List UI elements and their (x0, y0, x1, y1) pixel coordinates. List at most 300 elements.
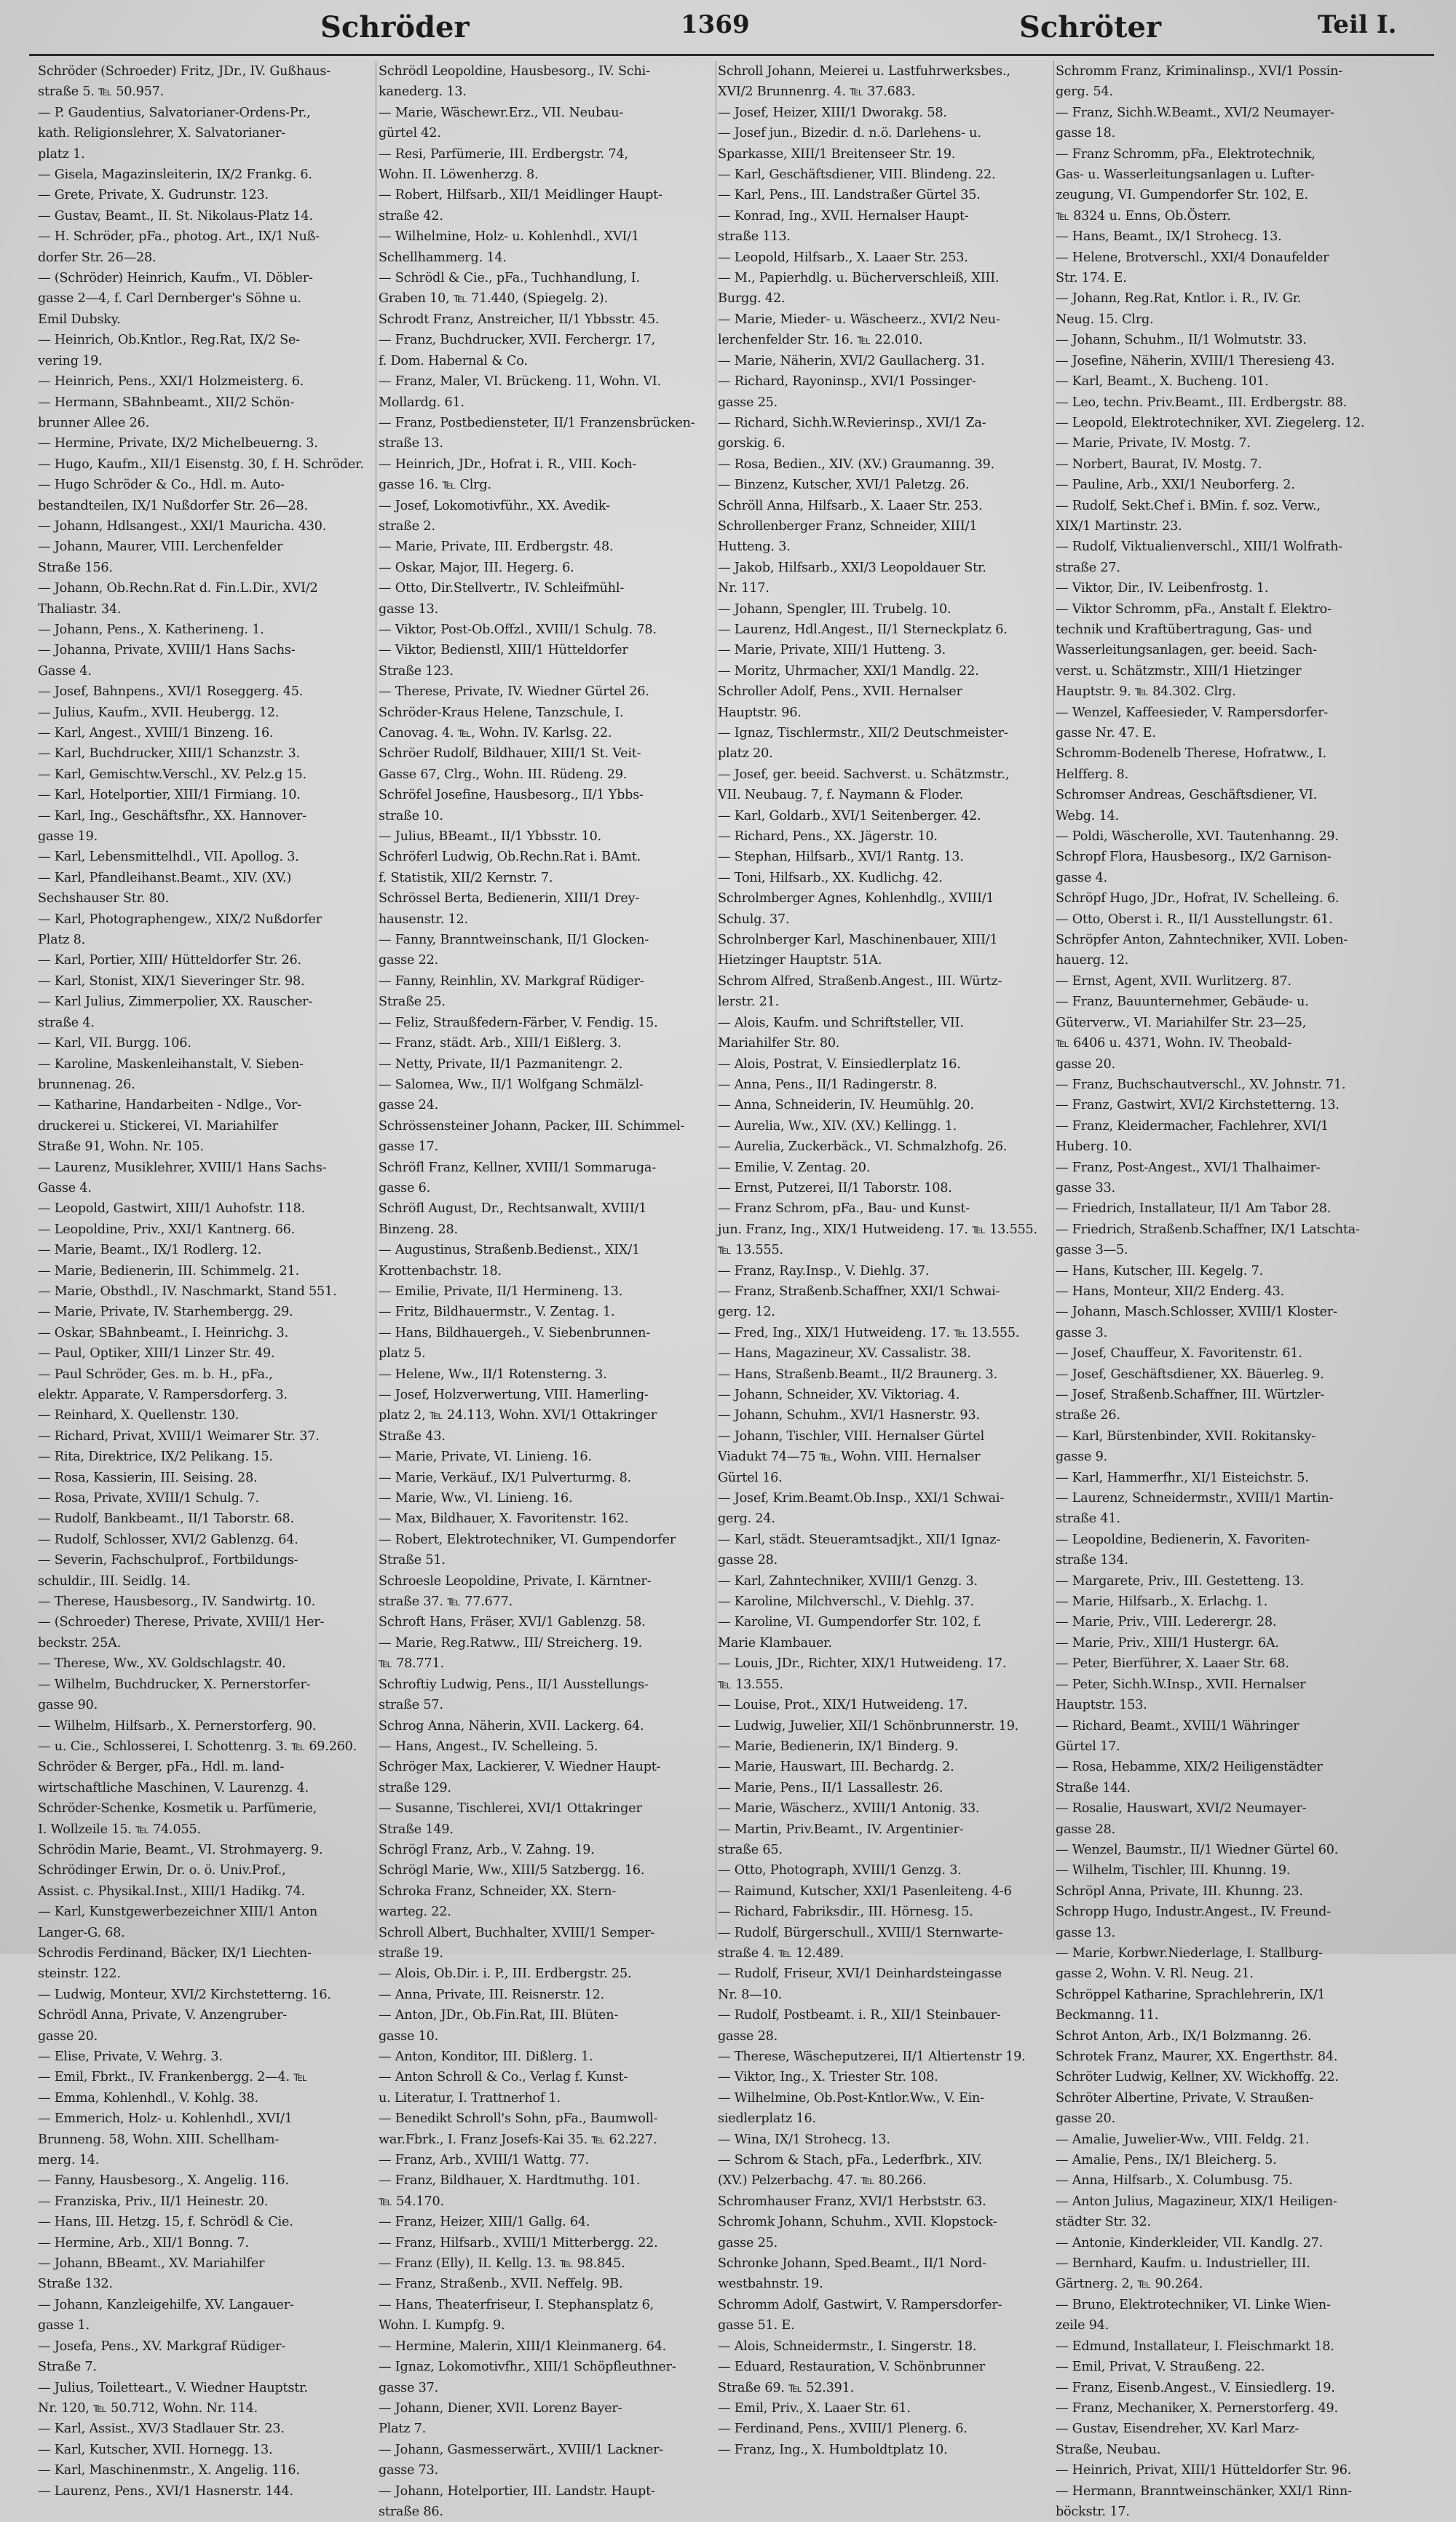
directory-entry-line: Schrödl Leopoldine, Hausbesorg., IV. Schi- (379, 64, 650, 79)
directory-entry-line: Schröpfer Anton, Zahntechniker, XVII. Loben- (1056, 933, 1348, 948)
directory-entry-line: bestandteilen, IX/1 Nußdorfer Str. 26—28. (38, 498, 308, 513)
directory-entry-line: — Max, Bildhauer, X. Favoritenstr. 162. (379, 1511, 629, 1527)
directory-entry-line: gasse 13. (1056, 1925, 1115, 1940)
directory-entry-line: — Grete, Private, X. Gudrunstr. 123. (38, 188, 269, 203)
directory-entry-line: gasse 33. (1056, 1180, 1115, 1195)
directory-entry-line: Schröder-Schenke, Kosmetik u. Parfümerie, (38, 1801, 317, 1817)
directory-entry-line: — Edmund, Installateur, I. Fleischmarkt 18. (1056, 2339, 1334, 2354)
directory-entry-line: — Antonie, Kinderkleider, VII. Kandlg. 27. (1056, 2235, 1323, 2250)
directory-entry-line: — Franz, Buchdrucker, XVII. Ferchergr. 17, (379, 333, 656, 348)
directory-entry-line: — Leopoldine, Priv., XXI/1 Kantnerg. 66. (38, 1222, 296, 1237)
directory-entry-line: — Wilhelmine, Ob.Post-Kntlor.Ww., V. Ein- (718, 2090, 984, 2106)
directory-entry-line: — Karl, Beamt., X. Bucheng. 101. (1056, 374, 1269, 390)
directory-entry-line: — Marie, Private, IV. Starhembergg. 29. (38, 1305, 293, 1320)
directory-entry-line: f. Dom. Habernal & Co. (379, 353, 528, 368)
directory-entry-line: — Wilhelmine, Holz- u. Kohlenhdl., XVI/1 (379, 229, 639, 245)
directory-entry-line: gasse 22. (379, 953, 438, 968)
directory-entry-line: — Hans, Kutscher, III. Kegelg. 7. (1056, 1263, 1264, 1278)
directory-entry-line: — Karl, Pens., III. Landstraßer Gürtel 35. (718, 188, 981, 203)
directory-entry-line: gasse 2—4, f. Carl Dernberger's Söhne u. (38, 291, 301, 307)
directory-entry-line: — Johann, Reg.Rat, Kntlor. i. R., IV. Gr. (1056, 291, 1302, 307)
directory-entry-line: — Augustinus, Straßenb.Bedienst., XIX/1 (379, 1243, 640, 1258)
directory-entry-line: — Franz, Eisenb.Angest., V. Einsiedlerg. 19. (1056, 2380, 1335, 2395)
directory-entry-line: Nr. 8—10. (718, 1987, 783, 2002)
directory-entry-line: — Rudolf, Sekt.Chef i. BMin. f. soz. Verw., (1056, 498, 1321, 513)
directory-entry-line: — Josef, Geschäftsdiener, XX. Bäuerleg. 9. (1056, 1367, 1324, 1382)
directory-entry-line: Hietzinger Hauptstr. 51A. (718, 953, 882, 968)
directory-entry-line: — Moritz, Uhrmacher, XXI/1 Mandlg. 22. (718, 663, 979, 679)
directory-entry-line: — Rosalie, Hauswart, XVI/2 Neumayer- (1056, 1801, 1307, 1817)
directory-entry-line: — Hugo, Kaufm., XII/1 Eisenstg. 30, f. H. Schröder. (38, 456, 364, 472)
directory-entry-line: — Josef jun., Bizedir. d. n.ö. Darlehens- u. (718, 126, 981, 141)
directory-entry-line: hausenstr. 12. (379, 912, 468, 927)
directory-entry-line: — Heinrich, Pens., XXI/1 Holzmeisterg. 6. (38, 374, 304, 390)
directory-entry-line: — Marie, Wäschewr.Erz., VII. Neubau- (379, 105, 624, 120)
directory-entry-line: Str. 174. E. (1056, 271, 1127, 286)
directory-entry-line: — Gustav, Eisendreher, XV. Karl Marz- (1056, 2422, 1299, 2437)
directory-entry-line: steinstr. 122. (38, 1966, 121, 1982)
directory-entry-line: Schroka Franz, Schneider, XX. Stern- (379, 1883, 617, 1899)
directory-entry-line: — Hermine, Private, IX/2 Michelbeuerng. 3. (38, 436, 318, 451)
directory-entry-line: — Robert, Elektrotechniker, VI. Gumpendorfer (379, 1532, 676, 1547)
directory-entry-line: — Raimund, Kutscher, XXI/1 Pasenleiteng. 4-6 (718, 1883, 1012, 1899)
directory-entry-line: — Anna, Private, III. Reisnerstr. 12. (379, 1987, 605, 2002)
directory-entry-line: straße 10. (379, 808, 443, 823)
directory-entry-line: — Stephan, Hilfsarb., XVI/1 Rantg. 13. (718, 850, 964, 865)
directory-entry-line: Schröll Anna, Hilfsarb., X. Laaer Str. 253. (718, 498, 983, 513)
directory-entry-line: — Schrödl & Cie., pFa., Tuchhandlung, I. (379, 271, 640, 286)
directory-entry-line: Schröppel Katharine, Sprachlehrerin, IX/1 (1056, 1987, 1326, 2002)
directory-entry-line: — Marie, Bedienerin, III. Schimmelg. 21. (38, 1263, 299, 1278)
directory-entry-line: — Bernhard, Kaufm. u. Industrieller, III. (1056, 2256, 1310, 2272)
directory-entry-line: — Hans, Straßenb.Beamt., II/2 Braunerg. 3. (718, 1367, 998, 1382)
directory-entry-line: gasse 25. (718, 2235, 778, 2250)
directory-entry-line: — Friedrich, Straßenb.Schaffner, IX/1 Latschta- (1056, 1222, 1360, 1237)
directory-entry-line: vering 19. (38, 353, 103, 368)
directory-entry-line: — Josef, ger. beeid. Sachverst. u. Schätzmstr., (718, 767, 1010, 782)
directory-entry-line: — Franz, Straßenb.Schaffner, XXI/1 Schwai- (718, 1284, 1000, 1299)
directory-entry-line: Schröder & Berger, pFa., Hdl. m. land- (38, 1760, 285, 1775)
directory-entry-line: — Karl, städt. Steueramtsadjkt., XII/1 Ignaz- (718, 1532, 1001, 1547)
directory-entry-line: — Fanny, Hausbesorg., X. Angelig. 116. (38, 2173, 289, 2189)
directory-entry-line: — Fritz, Bildhauermstr., V. Zentag. 1. (379, 1305, 615, 1320)
directory-entry-line: — Josefine, Näherin, XVIII/1 Theresieng 43. (1056, 353, 1335, 368)
directory-entry-line: — Johann, Schuhm., XVI/1 Hasnerstr. 93. (718, 1408, 980, 1423)
directory-entry-line: Straße 156. (38, 560, 113, 575)
directory-entry-line: platz 2, ℡ 24.113, Wohn. XVI/1 Ottakringer (379, 1408, 657, 1423)
directory-entry-line: Straße 144. (1056, 1780, 1131, 1795)
directory-entry-line: — Salomea, Ww., II/1 Wolfgang Schmälzl- (379, 1077, 644, 1092)
directory-entry-line: — Emilie, Private, II/1 Hermineng. 13. (379, 1284, 623, 1299)
directory-entry-line: — Therese, Private, IV. Wiedner Gürtel 26. (379, 684, 649, 700)
directory-entry-line: Schropp Hugo, Industr.Angest., IV. Freund- (1056, 1905, 1331, 1920)
directory-entry-line: Gärtnerg. 2, ℡ 90.264. (1056, 2277, 1203, 2292)
directory-entry-line: — Toni, Hilfsarb., XX. Kudlichg. 42. (718, 870, 943, 885)
directory-entry-line: — Julius, Toiletteart., V. Wiedner Hauptstr. (38, 2380, 308, 2395)
directory-entry-line: straße 4. (38, 1015, 95, 1030)
directory-entry-line: — Karl, Photographengew., XIX/2 Nußdorfer (38, 912, 322, 927)
directory-entry-line: — Hans, Beamt., IX/1 Strohecg. 13. (1056, 229, 1282, 245)
directory-entry-line: Mariahilfer Str. 80. (718, 1036, 840, 1051)
directory-entry-line: westbahnstr. 19. (718, 2277, 823, 2292)
directory-entry-line: schuldir., III. Seidlg. 14. (38, 1573, 191, 1589)
directory-entry-line: — Leopold, Hilfsarb., X. Laaer Str. 253. (718, 250, 968, 265)
directory-entry-line: — Karl, Stonist, XIX/1 Sieveringer Str. 98. (38, 973, 305, 989)
directory-entry-line: — Marie, Mieder- u. Wäscheerz., XVI/2 Neu- (718, 312, 1000, 327)
directory-entry-line: — Karl, VII. Burgg. 106. (38, 1036, 191, 1051)
directory-entry-line: Sechshauser Str. 80. (38, 891, 170, 906)
directory-entry-line: — Franz, Sichh.W.Beamt., XVI/2 Neumayer- (1056, 105, 1334, 120)
directory-entry-line: XIX/1 Martinstr. 23. (1056, 518, 1182, 534)
directory-entry-line: — Karl, Goldarb., XVI/1 Seitenberger. 42. (718, 808, 981, 823)
directory-entry-line: — Ernst, Putzerei, II/1 Taborstr. 108. (718, 1180, 952, 1195)
directory-entry-line: — Viktor, Ing., X. Triester Str. 108. (718, 2070, 938, 2085)
directory-entry-line: — Gisela, Magazinsleiterin, IX/2 Frankg. 6. (38, 167, 312, 183)
directory-entry-line: Schroftiy Ludwig, Pens., II/1 Ausstellungs- (379, 1677, 649, 1692)
directory-entry-line: — Netty, Private, II/1 Pazmanitengr. 2. (379, 1056, 623, 1072)
directory-entry-line: gasse 3. (1056, 1325, 1108, 1340)
directory-entry-line: straße 134. (1056, 1553, 1128, 1568)
directory-entry-line: Webg. 14. (1056, 808, 1119, 823)
directory-entry-line: Beckmanng. 11. (1056, 2008, 1159, 2023)
directory-entry-line: — Fanny, Reinhlin, XV. Markgraf Rüdiger- (379, 973, 644, 989)
directory-entry-line: gasse Nr. 47. E. (1056, 726, 1156, 740)
directory-entry-line: — Amalie, Pens., IX/1 Bleicherg. 5. (1056, 2153, 1277, 2168)
directory-entry-line: Schropf Flora, Hausbesorg., IX/2 Garnison- (1056, 850, 1332, 865)
directory-entry-line: Schröter Ludwig, Kellner, XV. Wickhoffg. 22. (1056, 2070, 1339, 2085)
directory-entry-line: — Franz, Kleidermacher, Fachlehrer, XVI/1 (1056, 1118, 1329, 1134)
directory-entry-line: — Leopold, Elektrotechniker, XVI. Ziegelerg. 12. (1056, 415, 1365, 430)
directory-entry-line: städter Str. 32. (1056, 2215, 1151, 2230)
directory-entry-line: jun. Franz, Ing., XIX/1 Hutweideng. 17. ℡ 13.555. (718, 1222, 1037, 1237)
directory-entry-line: gasse 37. (379, 2380, 438, 2395)
directory-entry-line: kath. Religionslehrer, X. Salvatorianer- (38, 126, 285, 141)
directory-entry-line: — Johann, Schneider, XV. Viktoriag. 4. (718, 1388, 960, 1402)
directory-entry-line: böckstr. 17. (1056, 2504, 1130, 2519)
directory-entry-line: gasse 3—5. (1056, 1243, 1128, 1258)
directory-entry-line: warteg. 22. (379, 1905, 451, 1920)
directory-entry-line: — Fred, Ing., XIX/1 Hutweideng. 17. ℡ 13.555. (718, 1325, 1020, 1340)
directory-entry-line: — Marie, Verkäuf., IX/1 Pulverturmg. 8. (379, 1470, 632, 1485)
directory-entry-line: — Poldi, Wäscherolle, XVI. Tautenhanng. 29. (1056, 829, 1339, 845)
directory-entry-line: — Rudolf, Bürgerschull., XVIII/1 Sternwarte- (718, 1925, 1003, 1940)
directory-entry-line: Helfferg. 8. (1056, 767, 1129, 782)
directory-entry-line: — Leopoldine, Bedienerin, X. Favoriten- (1056, 1532, 1310, 1547)
directory-entry-line: — Wilhelm, Hilfsarb., X. Pernerstorferg. 90. (38, 1718, 317, 1734)
directory-entry-line: — Wilhelm, Buchdrucker, X. Pernerstorfer- (38, 1677, 311, 1692)
directory-entry-line: — Josef, Heizer, XIII/1 Dworakg. 58. (718, 105, 947, 120)
directory-entry-line: — Emil, Privat, V. Straußeng. 22. (1056, 2360, 1265, 2375)
directory-entry-line: elektr. Apparate, V. Rampersdorferg. 3. (38, 1388, 288, 1402)
directory-entry-line: straße 13. (379, 436, 443, 451)
directory-entry-line: — Hans, Monteur, XII/2 Enderg. 43. (1056, 1284, 1285, 1299)
directory-entry-line: — Johann, Masch.Schlosser, XVIII/1 Kloster- (1056, 1305, 1337, 1320)
directory-entry-line: — Ignaz, Tischlermstr., XII/2 Deutschmeister- (718, 726, 1008, 740)
directory-entry-line: — Jakob, Hilfsarb., XXI/3 Leopoldauer Str. (718, 560, 986, 575)
directory-entry-line: Schrolmberger Agnes, Kohlenhdlg., XVIII/1 (718, 891, 994, 906)
directory-entry-line: — Johanna, Private, XVIII/1 Hans Sachs- (38, 643, 296, 658)
directory-entry-line: — Gustav, Beamt., II. St. Nikolaus-Platz 14. (38, 208, 313, 224)
directory-entry-line: — Karl, Angest., XVIII/1 Binzeng. 16. (38, 726, 274, 740)
directory-entry-line: — Alois, Postrat, V. Einsiedlerplatz 16. (718, 1056, 961, 1072)
directory-entry-line: gasse 17. (379, 1139, 438, 1155)
directory-entry-line: — Karoline, VI. Gumpendorfer Str. 102, f. (718, 1615, 981, 1630)
directory-entry-line: — Anton, JDr., Ob.Fin.Rat, III. Blüten- (379, 2008, 619, 2023)
directory-entry-line: I. Wollzeile 15. ℡ 74.055. (38, 1822, 201, 1837)
directory-entry-line: — Rosa, Bedien., XIV. (XV.) Graumanng. 39. (718, 456, 994, 472)
directory-entry-line: — Karoline, Maskenleihanstalt, V. Sieben- (38, 1056, 304, 1072)
directory-entry-line: gasse 90. (38, 1698, 98, 1713)
directory-entry-line: — Helene, Brotverschl., XXI/4 Donaufelder (1056, 250, 1329, 265)
directory-entry-line: — Marie, Ww., VI. Linieng. 16. (379, 1491, 573, 1506)
directory-entry-line: — Johann, Gasmesserwärt., XVIII/1 Lackner- (379, 2442, 664, 2457)
directory-entry-line: Schrödinger Erwin, Dr. o. ö. Univ.Prof., (38, 1863, 286, 1878)
directory-entry-line: Schröfl Franz, Kellner, XVIII/1 Sommaruga- (379, 1160, 656, 1175)
directory-entry-line: — Franz, Heizer, XIII/1 Gallg. 64. (379, 2215, 590, 2230)
directory-entry-line: gasse 13. (379, 601, 438, 617)
directory-entry-line: — Johann, Pens., X. Katherineng. 1. (38, 622, 264, 637)
directory-entry-line: Wohn. I. Kumpfg. 9. (379, 2318, 505, 2333)
directory-entry-line: Straße 91, Wohn. Nr. 105. (38, 1139, 204, 1155)
directory-entry-line: Hauptstr. 153. (1056, 1698, 1147, 1713)
directory-entry-line: — (Schröder) Heinrich, Kaufm., VI. Döbler- (38, 271, 313, 286)
directory-entry-line: straße 4. ℡ 12.489. (718, 1945, 844, 1961)
directory-entry-line: (XV.) Pelzerbachg. 47. ℡ 80.266. (718, 2173, 927, 2189)
directory-entry-line: straße 86. (379, 2504, 443, 2519)
directory-entry-line: Krottenbachstr. 18. (379, 1263, 502, 1278)
directory-entry-line: — Johann, Hdlsangest., XXI/1 Mauricha. 430. (38, 518, 327, 534)
directory-entry-line: ℡ 8324 u. Enns, Ob.Österr. (1056, 208, 1231, 224)
directory-entry-line: — Heinrich, JDr., Hofrat i. R., VIII. Koch- (379, 456, 637, 472)
column-1 (38, 61, 374, 2499)
directory-entry-line: — Paul, Optiker, XIII/1 Linzer Str. 49. (38, 1346, 275, 1361)
directory-entry-line: zeugung, VI. Gumpendorfer Str. 102, E. (1056, 188, 1308, 203)
directory-entry-line: — Bruno, Elektrotechniker, VI. Linke Wien- (1056, 2297, 1331, 2312)
directory-entry-line: — Leo, techn. Priv.Beamt., III. Erdbergstr. 88. (1056, 395, 1348, 410)
directory-entry-line: — Friedrich, Installateur, II/1 Am Tabor 28. (1056, 1201, 1332, 1217)
directory-entry-line: — Binzenz, Kutscher, XVI/1 Paletzg. 26. (718, 478, 970, 493)
directory-entry-line: — Anna, Hilfsarb., X. Columbusg. 75. (1056, 2173, 1293, 2189)
directory-entry-line: dorfer Str. 26—28. (38, 250, 157, 265)
directory-entry-line: — Johann, Ob.Rechn.Rat d. Fin.L.Dir., XVI/2 (38, 581, 318, 596)
directory-entry-line: gasse 18. (1056, 126, 1115, 141)
directory-entry-line: Straße 132. (38, 2277, 113, 2292)
directory-entry-line: Hauptstr. 96. (718, 705, 802, 720)
directory-entry-line: — Karl, Pfandleihanst.Beamt., XIV. (XV.) (38, 870, 292, 885)
directory-entry-line: — Laurenz, Schneidermstr., XVIII/1 Martin- (1056, 1491, 1334, 1506)
directory-entry-line: — Karl, Ing., Geschäftsfhr., XX. Hannover- (38, 808, 306, 823)
directory-entry-line: — Hans, Angest., IV. Schelleing. 5. (379, 1739, 598, 1754)
directory-entry-line: — Alois, Schneidermstr., I. Singerstr. 18. (718, 2339, 977, 2354)
directory-entry-line: — Oskar, SBahnbeamt., I. Heinrichg. 3. (38, 1325, 288, 1340)
directory-entry-line: Schrodt Franz, Anstreicher, II/1 Ybbsstr. 45. (379, 312, 660, 327)
directory-entry-line: — Aurelia, Zuckerbäck., VI. Schmalzhofg. 26. (718, 1139, 1008, 1155)
directory-entry-line: Schrössensteiner Johann, Packer, III. Schimmel- (379, 1118, 685, 1134)
directory-entry-line: hauerg. 12. (1056, 953, 1129, 968)
directory-entry-line: Sparkasse, XIII/1 Breitenseer Str. 19. (718, 146, 956, 162)
directory-entry-line: — Karl, Buchdrucker, XIII/1 Schanzstr. 3. (38, 746, 300, 762)
directory-entry-line: straße 42. (379, 208, 443, 224)
directory-entry-line: Schröpf Hugo, JDr., Hofrat, IV. Schelleing. 6. (1056, 891, 1340, 906)
directory-entry-line: — M., Papierhdlg. u. Bücherverschleiß, XIII. (718, 271, 1000, 286)
directory-entry-line: brunnenag. 26. (38, 1077, 135, 1092)
directory-entry-line: — Julius, BBeamt., II/1 Ybbsstr. 10. (379, 829, 601, 845)
directory-entry-line: Schrom Alfred, Straßenb.Angest., III. Würtz- (718, 973, 1002, 989)
directory-entry-line: gasse 28. (718, 2028, 778, 2044)
directory-entry-line: gorskig. 6. (718, 436, 786, 451)
directory-entry-line: platz 1. (38, 146, 85, 162)
directory-entry-line: Wohn. II. Löwenherzg. 8. (379, 167, 539, 183)
directory-entry-line: — Feliz, Straußfedern-Färber, V. Fendig. 15. (379, 1015, 658, 1030)
directory-entry-line: — Robert, Hilfsarb., XII/1 Meidlinger Haupt- (379, 188, 662, 203)
directory-entry-line: ℡ 78.771. (379, 1656, 444, 1672)
directory-entry-line: gasse 20. (1056, 2111, 1115, 2127)
directory-entry-line: gasse 16. ℡ Clrg. (379, 478, 491, 493)
directory-entry-line: technik und Kraftübertragung, Gas- und (1056, 622, 1313, 637)
directory-entry-line: Graben 10, ℡ 71.440, (Spiegelg. 2). (379, 291, 608, 307)
directory-entry-line: beckstr. 25A. (38, 1635, 122, 1651)
directory-entry-line: Neug. 15. Clrg. (1056, 312, 1154, 327)
directory-entry-line: gasse 20. (1056, 1056, 1115, 1072)
directory-entry-line: — Karl, Lebensmittelhdl., VII. Apollog. 3. (38, 850, 299, 865)
directory-entry-line: Straße 7. (38, 2360, 97, 2375)
directory-entry-line: — Franz Schrom, pFa., Bau- und Kunst- (718, 1201, 970, 1217)
directory-entry-line: — Alois, Ob.Dir. i. P., III. Erdbergstr. 25. (379, 1966, 632, 1982)
directory-entry-line: — Emil, Priv., X. Laaer Str. 61. (718, 2400, 911, 2416)
directory-entry-line: brunner Allee 26. (38, 415, 150, 430)
directory-entry-line: Canovag. 4. ℡, Wohn. IV. Karlsg. 22. (379, 726, 612, 740)
directory-entry-line: Schrotek Franz, Maurer, XX. Engerthstr. 84. (1056, 2049, 1338, 2064)
directory-entry-line: — Hugo Schröder & Co., Hdl. m. Auto- (38, 478, 285, 493)
directory-entry-line: Schroft Hans, Fräser, XVI/1 Gablenzg. 58. (379, 1615, 646, 1630)
directory-entry-line: — Marie, Private, VI. Linieng. 16. (379, 1450, 592, 1465)
directory-entry-line: gasse 28. (718, 1553, 778, 1568)
directory-entry-line: — Richard, Sichh.W.Revierinsp., XVI/1 Za- (718, 415, 986, 430)
directory-entry-line: — Susanne, Tischlerei, XVI/1 Ottakringer (379, 1801, 642, 1817)
directory-entry-line: — Viktor, Dir., IV. Leibenfrostg. 1. (1056, 581, 1269, 596)
header-rule (29, 54, 1434, 56)
directory-entry-line: Schroll Albert, Buchhalter, XVIII/1 Semper- (379, 1925, 655, 1940)
directory-entry-line: — Karl, Kutscher, XVII. Hornegg. 13. (38, 2442, 273, 2457)
directory-entry-line: — Johann, Kanzleigehilfe, XV. Langauer- (38, 2297, 294, 2312)
directory-entry-line: — Ferdinand, Pens., XVIII/1 Plenerg. 6. (718, 2422, 968, 2437)
directory-entry-line: — Karl, Maschinenmstr., X. Angelig. 116. (38, 2463, 300, 2478)
directory-entry-line: Schronke Johann, Sped.Beamt., II/1 Nord- (718, 2256, 986, 2272)
directory-entry-line: — Josefa, Pens., XV. Markgraf Rüdiger- (38, 2339, 286, 2354)
directory-entry-line: — Heinrich, Ob.Kntlor., Reg.Rat, IX/2 Se- (38, 333, 300, 348)
directory-entry-line: — Rudolf, Friseur, XVI/1 Deinhardsteingasse (718, 1966, 1002, 1982)
directory-entry-line: Schulg. 37. (718, 912, 790, 927)
directory-entry-line: Burgg. 42. (718, 291, 786, 307)
directory-entry-line: — Emilie, V. Zentag. 20. (718, 1160, 871, 1175)
directory-entry-line: — Franz, Buchschautverschl., XV. Johnstr. 71. (1056, 1077, 1346, 1092)
directory-entry-line: gürtel 42. (379, 126, 441, 141)
directory-entry-line: — Rosa, Kassierin, III. Seising. 28. (38, 1470, 258, 1485)
directory-entry-line: gasse 1. (38, 2318, 90, 2333)
directory-entry-line: — Franz, Ing., X. Humboldtplatz 10. (718, 2442, 948, 2457)
directory-entry-line: — Johann, Hotelportier, III. Landstr. Haupt- (379, 2483, 655, 2499)
directory-entry-line: — Karl, Kunstgewerbezeichner XIII/1 Anton (38, 1905, 317, 1920)
directory-entry-line: — Josef, Krim.Beamt.Ob.Insp., XXI/1 Schwai- (718, 1491, 1005, 1506)
directory-entry-line: — Oskar, Major, III. Hegerg. 6. (379, 560, 574, 575)
directory-entry-line: — Johann, Spengler, III. Trubelg. 10. (718, 601, 951, 617)
directory-entry-line: — Norbert, Baurat, IV. Mostg. 7. (1056, 456, 1262, 472)
directory-entry-line: — Karl, Geschäftsdiener, VIII. Blindeng. 22. (718, 167, 996, 183)
directory-entry-line: Schrollenberger Franz, Schneider, XIII/1 (718, 518, 978, 534)
directory-entry-line: Schrot Anton, Arb., IX/1 Bolzmanng. 26. (1056, 2028, 1312, 2044)
directory-entry-line: Schroesle Leopoldine, Private, I. Kärntner- (379, 1573, 652, 1589)
directory-entry-line: — Schrom & Stach, pFa., Lederfbrk., XIV. (718, 2153, 982, 2168)
directory-entry-line: ℡ 54.170. (379, 2194, 444, 2209)
directory-entry-line: — Marie, Private, XIII/1 Hutteng. 3. (718, 643, 946, 658)
directory-entry-line: — Heinrich, Privat, XIII/1 Hütteldorfer Str. 96. (1056, 2463, 1352, 2478)
directory-entry-line: ℡ 13.555. (718, 1243, 783, 1258)
directory-entry-line: Schrodis Ferdinand, Bäcker, IX/1 Liechten- (38, 1945, 312, 1961)
directory-entry-line: — Johann, Schuhm., II/1 Wolmutstr. 33. (1056, 333, 1307, 348)
directory-entry-line: — Franziska, Priv., II/1 Heinestr. 20. (38, 2194, 269, 2209)
directory-entry-line: — Laurenz, Musiklehrer, XVIII/1 Hans Sachs- (38, 1160, 327, 1175)
directory-entry-line: — Margarete, Priv., III. Gestetteng. 13. (1056, 1573, 1305, 1589)
directory-entry-line: — Rita, Direktrice, IX/2 Pelikang. 15. (38, 1450, 273, 1465)
directory-entry-line: ℡ 6406 u. 4371, Wohn. IV. Theobald- (1056, 1036, 1292, 1051)
directory-entry-line: Huberg. 10. (1056, 1139, 1132, 1155)
directory-entry-line: — Louise, Prot., XIX/1 Hutweideng. 17. (718, 1698, 968, 1713)
directory-entry-line: Platz 8. (38, 933, 86, 948)
directory-entry-line: — Johann, BBeamt., XV. Mariahilfer (38, 2256, 265, 2272)
directory-entry-line: — Richard, Fabriksdir., III. Hörnesg. 15. (718, 1905, 973, 1920)
directory-entry-line: — Marie, Hilfsarb., X. Erlachg. 1. (1056, 1594, 1268, 1610)
directory-entry-line: straße 37. ℡ 77.677. (379, 1594, 513, 1610)
directory-entry-line: straße 5. ℡ 50.957. (38, 84, 164, 100)
directory-entry-line: Assist. c. Physikal.Inst., XIII/1 Hadikg. 74. (38, 1883, 305, 1899)
directory-entry-line: Schröer Rudolf, Bildhauer, XIII/1 St. Veit- (379, 746, 641, 762)
directory-entry-line: gasse 73. (379, 2463, 438, 2478)
directory-entry-line: — Paul Schröder, Ges. m. b. H., pFa., (38, 1367, 273, 1382)
directory-entry-line: — Marie, Private, III. Erdbergstr. 48. (379, 539, 614, 555)
directory-entry-line: Schrögl Marie, Ww., XIII/5 Satzbergg. 16. (379, 1863, 645, 1878)
header-right-word: Schröter (1019, 10, 1162, 44)
directory-entry-line: — Hermann, SBahnbeamt., XII/2 Schön- (38, 395, 295, 410)
directory-entry-line: straße 65. (718, 1842, 783, 1857)
directory-entry-line: Schröder (Schroeder) Fritz, JDr., IV. Gußhaus- (38, 64, 331, 79)
directory-entry-line: — Anna, Schneiderin, IV. Heumühlg. 20. (718, 1098, 974, 1113)
directory-entry-line: — Severin, Fachschulprof., Fortbildungs- (38, 1553, 298, 1568)
directory-entry-line: Wasserleitungsanlagen, ger. beeid. Sach- (1056, 643, 1317, 658)
directory-entry-line: — Marie, Hauswart, III. Bechardg. 2. (718, 1760, 954, 1775)
directory-entry-line: Schromm-Bodenelb Therese, Hofratww., I. (1056, 746, 1326, 762)
directory-entry-line: Schrössel Berta, Bedienerin, XIII/1 Drey- (379, 891, 640, 906)
directory-entry-line: — Karl, Portier, XIII/ Hütteldorfer Str. 26. (38, 953, 301, 968)
directory-entry-line: straße 19. (379, 1945, 443, 1961)
directory-entry-line: gasse 6. (379, 1180, 431, 1195)
directory-entry-line: — Franz, Gastwirt, XVI/2 Kirchstetterng. 13. (1056, 1098, 1340, 1113)
directory-entry-line: gasse 28. (1056, 1822, 1115, 1837)
directory-entry-line: — Hans, Bildhauergeh., V. Siebenbrunnen- (379, 1325, 651, 1340)
directory-entry-line: — Anton, Konditor, III. Dißlerg. 1. (379, 2049, 593, 2064)
directory-entry-line: — Viktor, Post-Ob.Offzl., XVIII/1 Schulg. 78. (379, 622, 657, 637)
directory-entry-line: — Karl, Bürstenbinder, XVII. Rokitansky- (1056, 1428, 1316, 1444)
directory-entry-line: Straße 149. (379, 1822, 454, 1837)
directory-entry-line: Schröder-Kraus Helene, Tanzschule, I. (379, 705, 624, 720)
directory-entry-line: — Laurenz, Hdl.Angest., II/1 Sterneckplatz 6. (718, 622, 1008, 637)
directory-entry-line: Gasse 4. (38, 663, 92, 679)
directory-entry-line: straße 2. (379, 518, 435, 534)
directory-entry-line: Gasse 4. (38, 1180, 92, 1195)
directory-entry-line: gasse 4. (1056, 870, 1108, 885)
directory-entry-line: — Hermann, Branntweinschänker, XXI/1 Rinn- (1056, 2483, 1352, 2499)
directory-entry-line: — Therese, Wäscheputzerei, II/1 Altiertenstr 19. (718, 2049, 1026, 2064)
directory-entry-line: — Viktor Schromm, pFa., Anstalt f. Elektro- (1056, 601, 1332, 617)
